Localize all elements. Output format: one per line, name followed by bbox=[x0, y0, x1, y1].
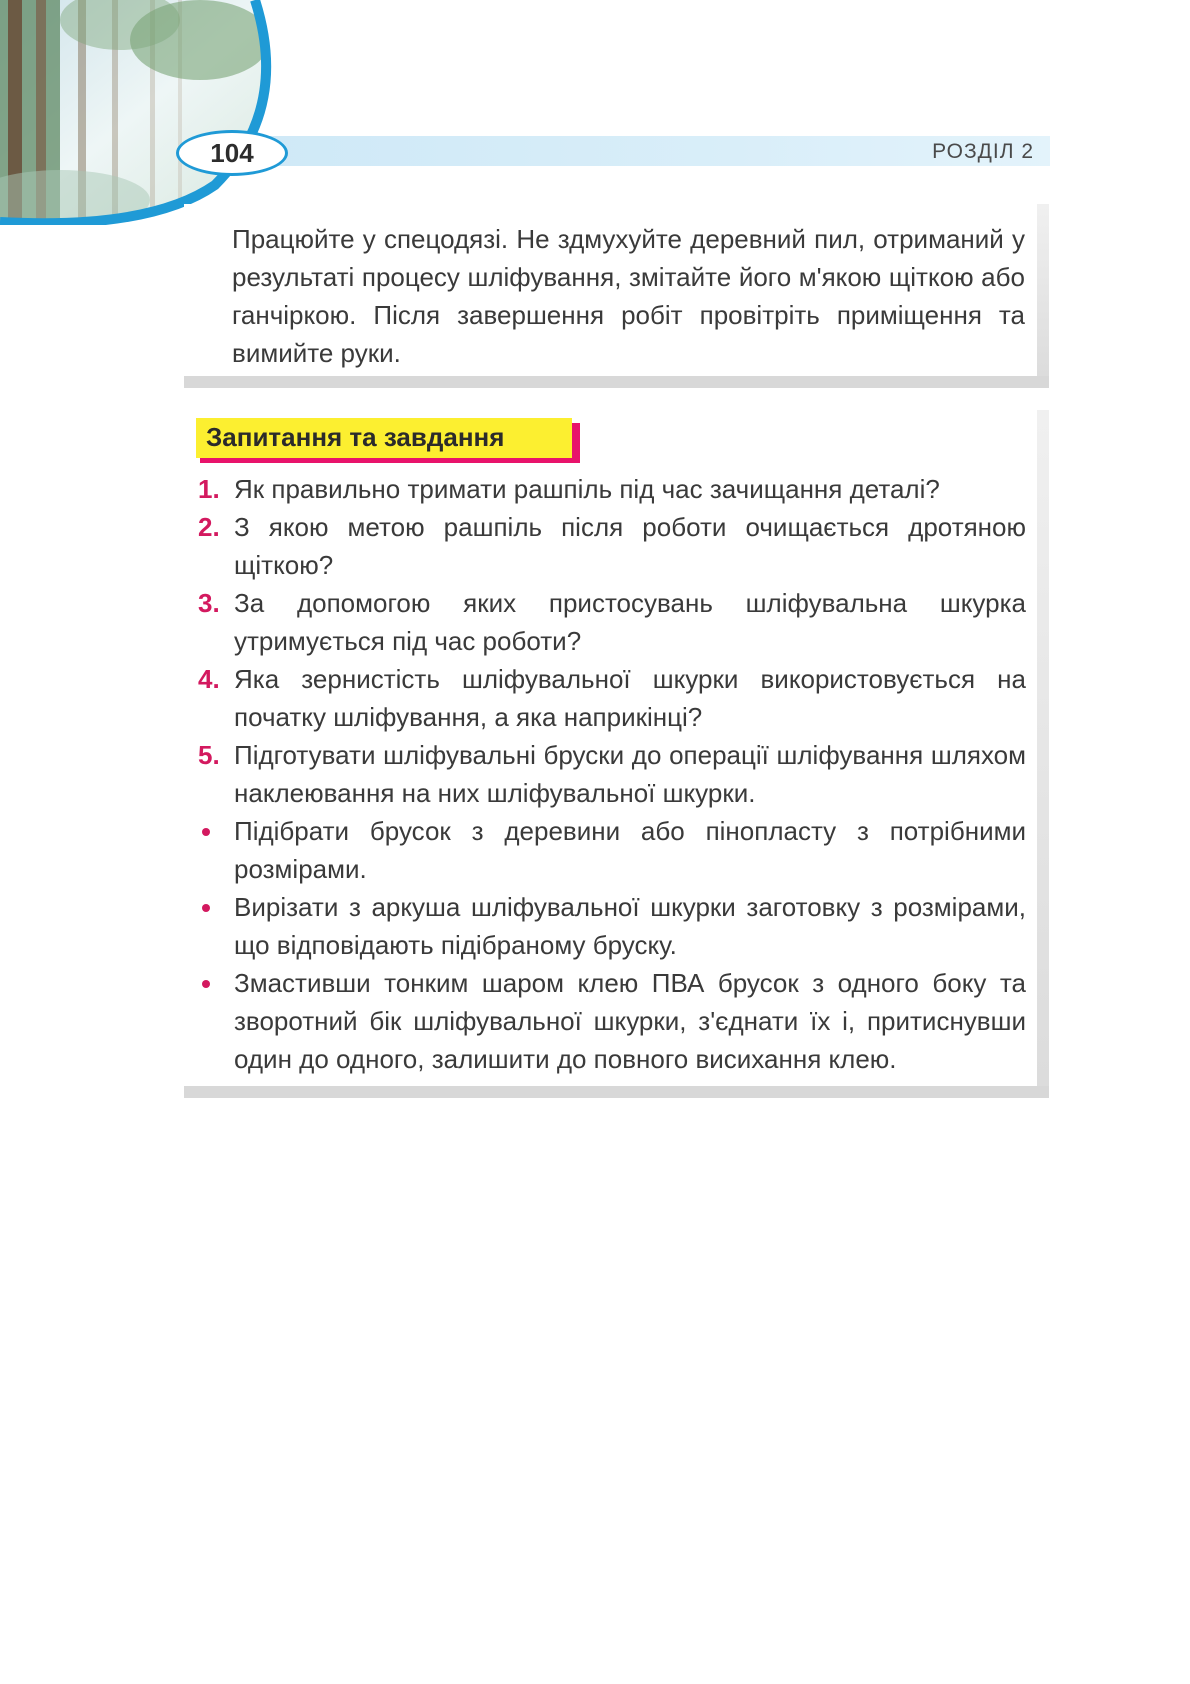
bullet-text: Вирізати з аркуша шліфувальної шкурки заготовку з розмірами, що відповідають підібраному бруску. bbox=[234, 892, 1026, 960]
question-number: 4. bbox=[198, 664, 220, 694]
questions-list bbox=[198, 470, 1026, 1078]
question-text: Підготувати шліфувальні бруски до операції шліфування шляхом наклеювання на них шліфувальної шкурки. bbox=[234, 740, 1026, 808]
bullet-text: Змастивши тонким шаром клею ПВА брусок з одного боку та зворотний бік шліфувальної шкурки, з'єднати їх і, притиснувши один до одного, залишити до повного висихання клею. bbox=[234, 968, 1026, 1074]
safety-note-text: Працюйте у спецодязі. Не здмухуйте деревний пил, отриманий у результаті процесу шліфування, змітайте його м'якою щіткою або ганчіркою. Після завершення робіт провітріть приміщення та вимийте руки. bbox=[232, 224, 1025, 368]
chapter-label: РОЗДІЛ 2 bbox=[932, 140, 1034, 163]
question-number: 5. bbox=[198, 740, 220, 770]
bullet-dot bbox=[202, 980, 210, 988]
question-number: 3. bbox=[198, 588, 220, 618]
question-item bbox=[198, 736, 1026, 812]
question-item bbox=[198, 508, 1026, 584]
questions-box bbox=[184, 410, 1037, 1086]
running-header-bar bbox=[262, 136, 1050, 166]
question-number: 2. bbox=[198, 512, 220, 542]
question-text: За допомогою яких пристосувань шліфувальна шкурка утримується під час роботи? bbox=[234, 588, 1026, 656]
bullet-dot bbox=[202, 828, 210, 836]
question-item bbox=[198, 584, 1026, 660]
question-item bbox=[198, 470, 1026, 508]
question-text: З якою метою рашпіль після роботи очищається дротяною щіткою? bbox=[234, 512, 1026, 580]
safety-note-box bbox=[184, 204, 1037, 376]
questions-title: Запитання та завдання bbox=[206, 422, 505, 452]
question-text: Як правильно тримати рашпіль під час зачищання деталі? bbox=[234, 474, 940, 504]
corner-forest-image bbox=[0, 0, 275, 225]
question-text: Яка зернистість шліфувальної шкурки використовується на початку шліфування, а яка наприкінці? bbox=[234, 664, 1026, 732]
question-number: 1. bbox=[198, 474, 220, 504]
question-item bbox=[198, 660, 1026, 736]
bullet-dot bbox=[202, 904, 210, 912]
bullet-item bbox=[198, 812, 1026, 888]
bullet-item bbox=[198, 964, 1026, 1078]
bullet-item bbox=[198, 888, 1026, 964]
page-number: 104 bbox=[176, 130, 288, 176]
bullet-text: Підібрати брусок з деревини або пінопласту з потрібними розмірами. bbox=[234, 816, 1026, 884]
